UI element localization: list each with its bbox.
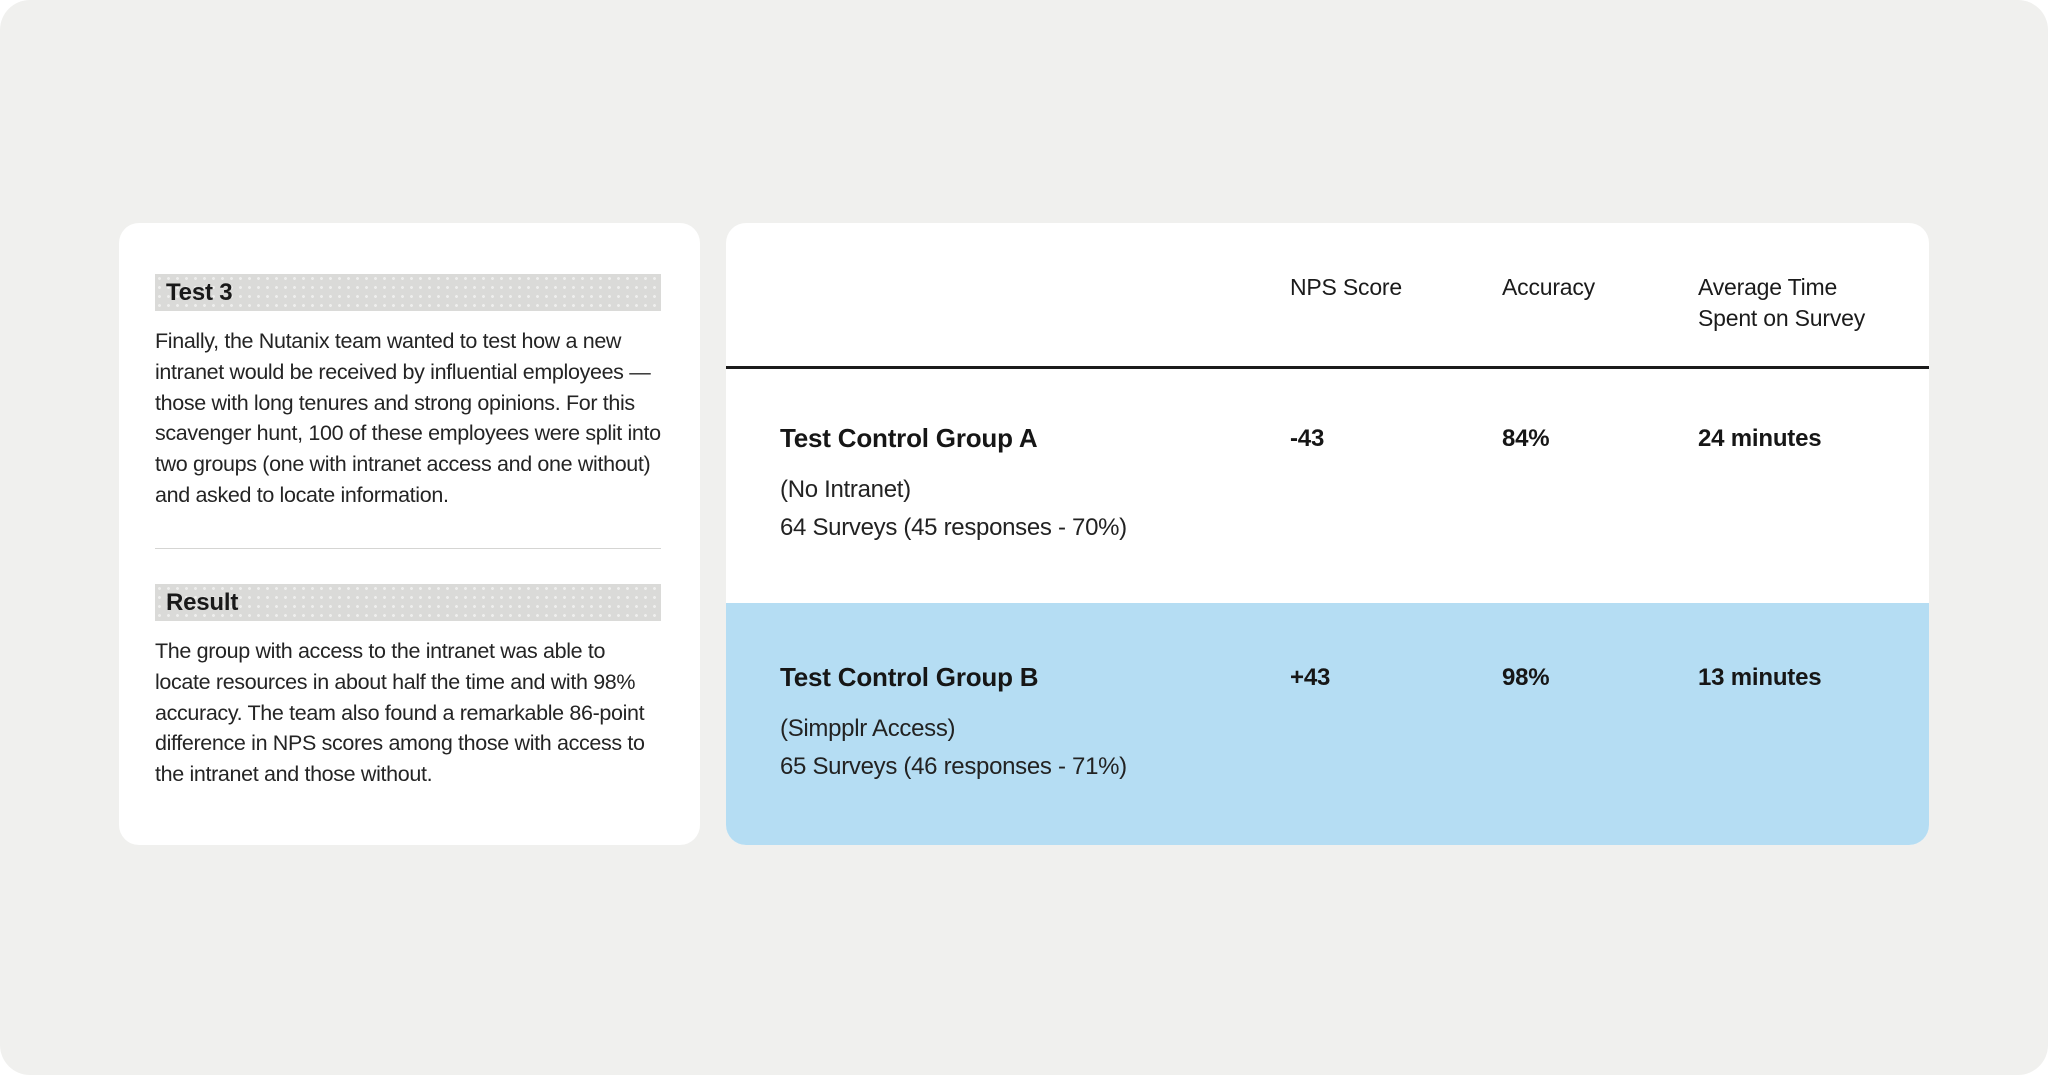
- col-header-accuracy: Accuracy: [1502, 274, 1595, 300]
- section-divider: [155, 548, 661, 549]
- group-a-subtitle: (No Intranet): [780, 476, 911, 503]
- section-heading-test3: Test 3: [155, 274, 661, 311]
- group-b-subtitle: (Simpplr Access): [780, 715, 956, 742]
- group-b-label-cell: [780, 660, 1290, 845]
- group-b-accuracy: 98%: [1502, 664, 1550, 691]
- group-a-nps-score: -43: [1290, 425, 1325, 452]
- summary-card: [119, 223, 700, 845]
- col-header-nps-score: NPS Score: [1290, 274, 1402, 300]
- col-header-group-spacer: [780, 272, 1290, 334]
- results-table-card: [726, 223, 1929, 845]
- table-header-row: [726, 223, 1929, 334]
- group-a-title: Test Control Group A: [780, 423, 1038, 453]
- group-a-average-time: 24 minutes: [1698, 425, 1822, 452]
- group-a-label-cell: [780, 421, 1290, 603]
- group-b-surveys: 65 Surveys (46 responses - 71%): [780, 753, 1127, 780]
- table-row-group-a: [726, 369, 1929, 603]
- test3-body-text: Finally, the Nutanix team wanted to test how a new intranet would be received by influential employees — those with long tenures and strong opinions. For this scavenger hunt, 100 of these employees were split into two groups (one with intranet access and one without) and asked to locate information.: [155, 329, 661, 507]
- group-b-average-time: 13 minutes: [1698, 664, 1822, 691]
- table-row-group-b-highlighted: [726, 603, 1929, 845]
- group-b-title: Test Control Group B: [780, 662, 1039, 692]
- result-body-text: The group with access to the intranet was able to locate resources in about half the time and with 98% accuracy. The team also found a remarkable 86-point difference in NPS scores among those with access to the intranet and those without.: [155, 639, 645, 787]
- group-b-nps-score: +43: [1290, 664, 1331, 691]
- group-a-accuracy: 84%: [1502, 425, 1550, 452]
- group-a-surveys: 64 Surveys (45 responses - 70%): [780, 514, 1127, 541]
- section-heading-result: Result: [155, 584, 661, 621]
- col-header-average-time: Average Time Spent on Survey: [1698, 274, 1866, 331]
